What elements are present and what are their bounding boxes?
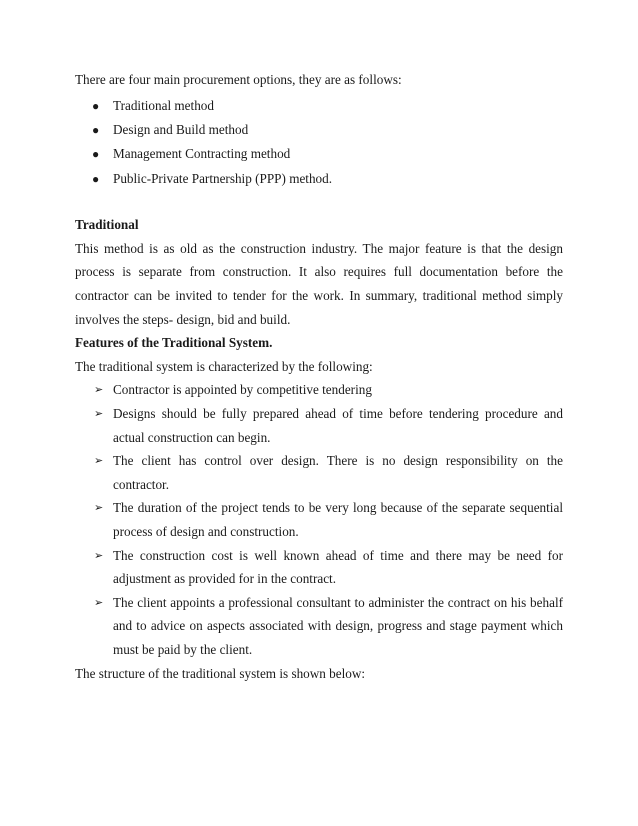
list-item bbox=[75, 167, 563, 191]
traditional-heading: Traditional bbox=[75, 217, 139, 233]
intro-text: There are four main procurement options, they are as follows: bbox=[75, 72, 402, 87]
feature-text: Contractor is appointed by competitive tendering bbox=[113, 382, 372, 398]
list-item bbox=[75, 142, 563, 166]
features-list bbox=[75, 378, 563, 661]
list-item bbox=[75, 94, 563, 118]
arrow-bullet-icon: ➢ bbox=[94, 595, 104, 609]
option-label: Public-Private Partnership (PPP) method. bbox=[113, 170, 333, 186]
arrow-bullet-icon: ➢ bbox=[94, 383, 104, 397]
feature-text: The duration of the project tends to be very long because of the separate sequential process of design and construction. bbox=[113, 500, 563, 539]
traditional-paragraph: This method is as old as the construction industry. The major feature is that the design process is separate from construction. It also requires full documentation before the contractor can be invited to tender for the work. In summary, traditional method simply involves the steps- design, bid and build. bbox=[75, 240, 563, 327]
features-intro: The traditional system is characterized by the following: bbox=[75, 358, 373, 374]
feature-text: The client appoints a professional consultant to administer the contract on his behalf and to advice on aspects associated with design, progress and stage payment which must be paid by the client. bbox=[113, 594, 563, 657]
features-heading: Features of the Traditional System. bbox=[75, 335, 273, 351]
closing-text: The structure of the traditional system is shown below: bbox=[75, 665, 366, 681]
option-label: Management Contracting method bbox=[113, 146, 291, 162]
feature-text: Designs should be fully prepared ahead of time before tendering procedure and actual construction can begin. bbox=[113, 405, 563, 445]
list-item bbox=[75, 378, 563, 402]
arrow-bullet-icon: ➢ bbox=[94, 501, 104, 515]
list-item bbox=[75, 544, 563, 591]
bullet-dot-icon: ● bbox=[92, 147, 100, 162]
list-item bbox=[75, 118, 563, 142]
bullet-dot-icon: ● bbox=[92, 123, 100, 137]
option-label: Design and Build method bbox=[113, 122, 249, 137]
bullet-dot-icon: ● bbox=[92, 171, 100, 186]
list-item bbox=[75, 449, 563, 496]
section-spacer bbox=[75, 191, 563, 213]
document-page bbox=[75, 68, 563, 685]
arrow-bullet-icon: ➢ bbox=[94, 454, 104, 468]
option-label: Traditional method bbox=[113, 97, 214, 113]
procurement-options-list bbox=[75, 94, 563, 192]
arrow-bullet-icon: ➢ bbox=[94, 548, 104, 562]
arrow-bullet-icon: ➢ bbox=[94, 406, 104, 420]
list-item bbox=[75, 591, 563, 662]
list-item bbox=[75, 496, 563, 543]
bullet-dot-icon: ● bbox=[92, 98, 100, 113]
feature-text: The client has control over design. There is no design responsibility on the contractor. bbox=[113, 453, 563, 492]
feature-text: The construction cost is well known ahead of time and there may be need for adjustment as provided for in the contract. bbox=[113, 547, 563, 587]
list-item bbox=[75, 402, 563, 449]
